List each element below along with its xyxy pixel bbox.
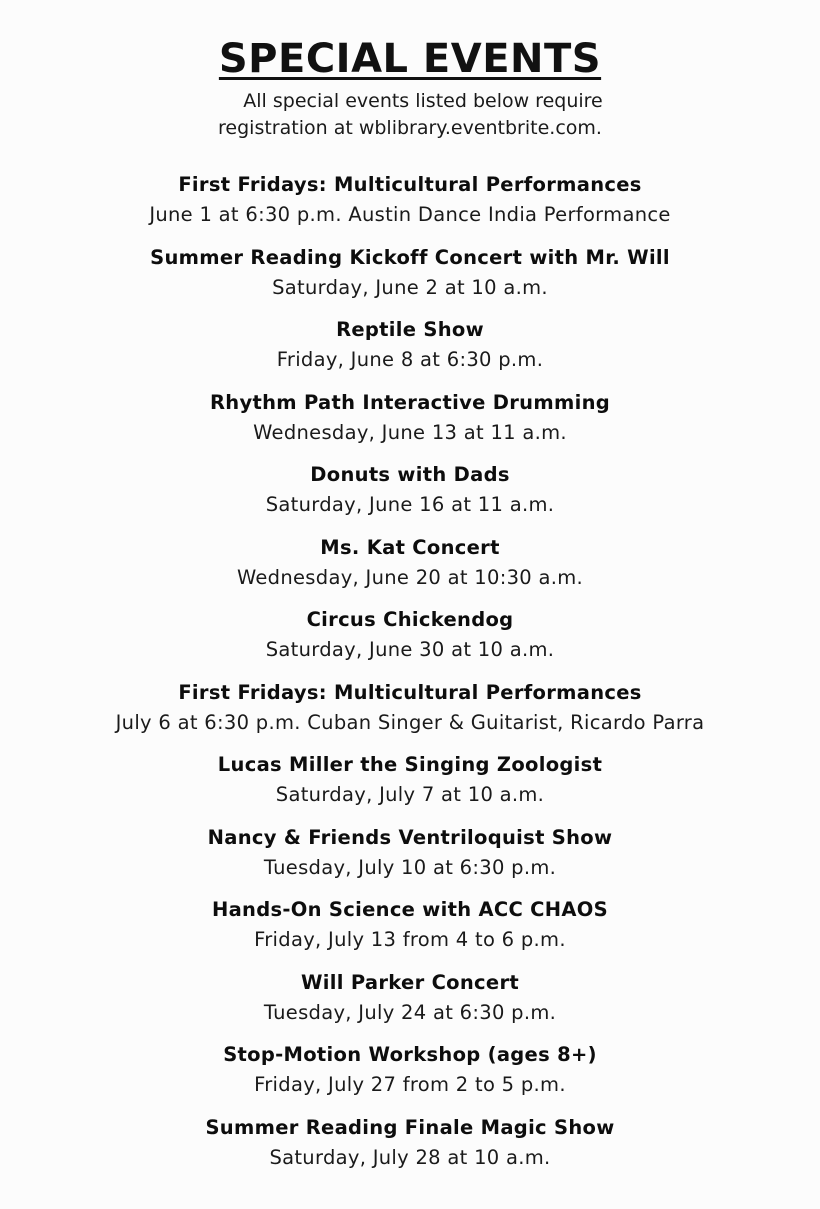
event-detail: Friday, July 13 from 4 to 6 p.m. <box>254 928 566 951</box>
event-detail: Saturday, July 7 at 10 a.m. <box>275 783 545 806</box>
event-detail: Wednesday, June 13 at 11 a.m. <box>253 420 567 444</box>
event-item <box>0 750 820 823</box>
event-title: Summer Reading Kickoff Concert with Mr. Will <box>150 245 670 269</box>
event-item <box>0 678 820 751</box>
event-detail: Tuesday, July 24 at 6:30 p.m. <box>263 1000 557 1024</box>
event-detail: Tuesday, July 10 at 6:30 p.m. <box>263 855 557 879</box>
event-title: Lucas Miller the Singing Zoologist <box>217 753 603 776</box>
event-item <box>0 243 820 316</box>
event-item <box>0 605 820 678</box>
event-title: Nancy & Friends Ventriloquist Show <box>207 825 613 849</box>
event-detail: July 6 at 6:30 p.m. Cuban Singer & Guitarist, Ricardo Parra <box>115 710 705 734</box>
event-title: Rhythm Path Interactive Drumming <box>209 390 611 414</box>
event-title: Reptile Show <box>336 318 484 341</box>
event-detail: Saturday, July 28 at 10 a.m. <box>269 1145 551 1169</box>
intro-line-2: registration at wblibrary.eventbrite.com. <box>218 117 602 139</box>
event-item <box>0 460 820 533</box>
event-title: Donuts with Dads <box>310 463 510 486</box>
event-title: Summer Reading Finale Magic Show <box>205 1115 615 1139</box>
event-detail: Saturday, June 16 at 11 a.m. <box>265 493 555 516</box>
event-item <box>0 388 820 461</box>
event-title: Circus Chickendog <box>306 608 514 631</box>
event-title: Will Parker Concert <box>301 970 519 994</box>
event-detail: Saturday, June 30 at 10 a.m. <box>265 638 555 661</box>
event-item <box>0 1040 820 1113</box>
event-detail: Friday, July 27 from 2 to 5 p.m. <box>254 1073 566 1096</box>
event-item <box>0 170 820 243</box>
event-title: First Fridays: Multicultural Performances <box>178 173 642 196</box>
intro-line-1: All special events listed below require <box>243 90 603 112</box>
event-detail: Wednesday, June 20 at 10:30 a.m. <box>236 565 584 589</box>
event-title: Stop-Motion Workshop (ages 8+) <box>223 1043 597 1066</box>
page-title <box>0 34 820 84</box>
page-title-text: SPECIAL EVENTS <box>218 36 602 82</box>
event-detail: Friday, June 8 at 6:30 p.m. <box>276 348 544 371</box>
event-title: Hands-On Science with ACC CHAOS <box>211 898 609 921</box>
event-item <box>0 823 820 896</box>
event-item <box>0 968 820 1041</box>
event-title: First Fridays: Multicultural Performances <box>178 680 642 704</box>
event-list <box>0 170 820 1185</box>
event-item <box>0 533 820 606</box>
event-item <box>0 315 820 388</box>
event-detail: Saturday, June 2 at 10 a.m. <box>272 275 548 299</box>
event-detail: June 1 at 6:30 p.m. Austin Dance India Performance <box>149 203 671 226</box>
event-title: Ms. Kat Concert <box>320 535 500 559</box>
event-item <box>0 895 820 968</box>
event-item <box>0 1113 820 1186</box>
